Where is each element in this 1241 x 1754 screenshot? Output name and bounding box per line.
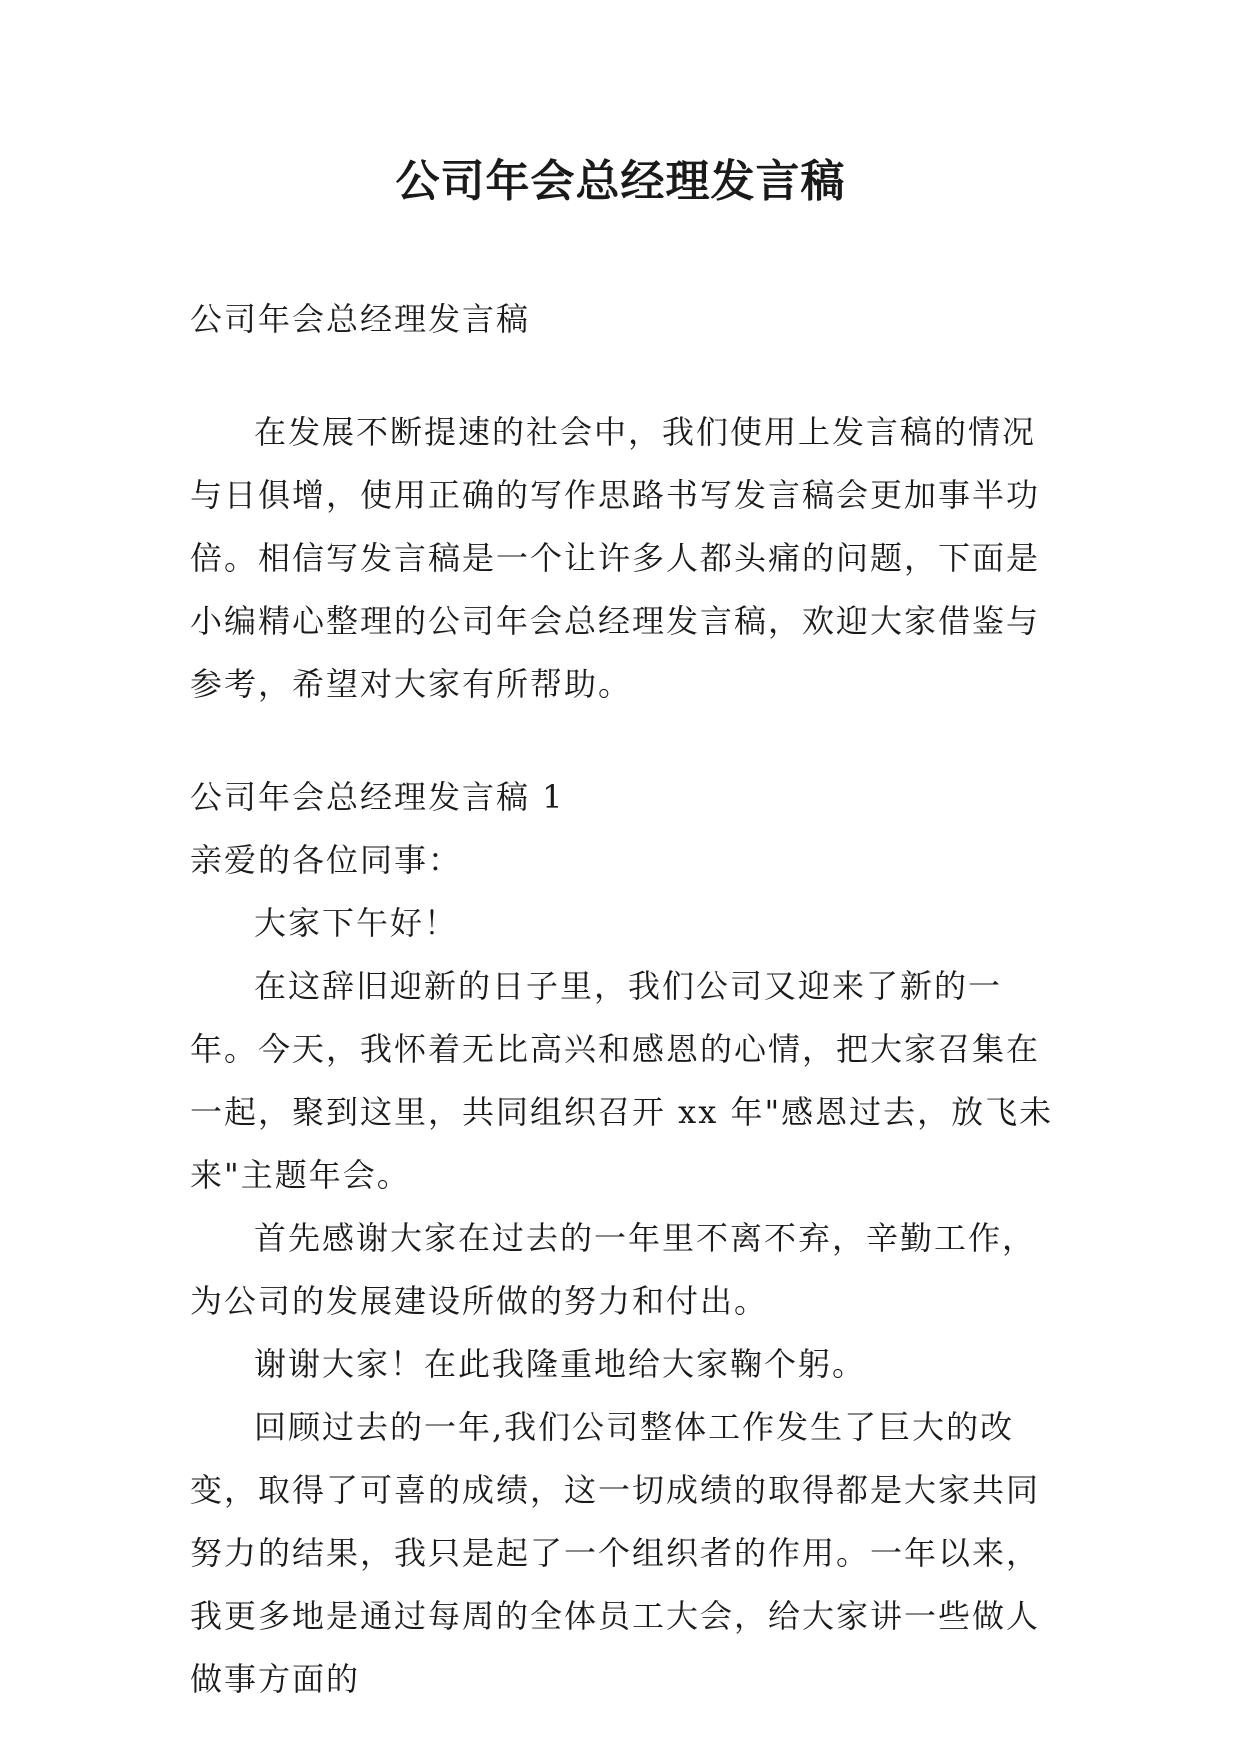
salutation: 亲爱的各位同事： [190, 841, 463, 879]
body-paragraph-5: 回顾过去的一年,我们公司整体工作发生了巨大的改变，取得了可喜的成绩，这一切成绩的取得都是大家共同努力的结果，我只是起了一个组织者的作用。一年以来，我更多地是通过每周的全体员工大会，给大家讲一些做人做事方面的 [190, 1408, 1041, 1698]
section-heading: 公司年会总经理发言稿 1 [190, 778, 565, 816]
document-body [190, 288, 1062, 1711]
body-paragraph-4: 谢谢大家！在此我隆重地给大家鞠个躬。 [254, 1345, 867, 1383]
body-paragraph-2: 在这辞旧迎新的日子里，我们公司又迎来了新的一年。今天，我怀着无比高兴和感恩的心情，把大家召集在一起，聚到这里，共同组织召开 xx 年"感恩过去，放飞未来"主题年会。 [190, 967, 1054, 1194]
body-paragraph-3: 首先感谢大家在过去的一年里不离不弃，辛勤工作，为公司的发展建设所做的努力和付出。 [190, 1219, 1037, 1320]
document-title: 公司年会总经理发言稿 [395, 156, 846, 207]
document-subtitle: 公司年会总经理发言稿 [190, 300, 531, 338]
body-paragraph-1: 大家下午好！ [254, 904, 459, 942]
intro-paragraph: 在发展不断提速的社会中，我们使用上发言稿的情况与日俱增，使用正确的写作思路书写发言稿会更加事半功倍。相信写发言稿是一个让许多人都头痛的问题，下面是小编精心整理的公司年会总经理发言稿，欢迎大家借鉴与参考，希望对大家有所帮助。 [190, 413, 1041, 703]
